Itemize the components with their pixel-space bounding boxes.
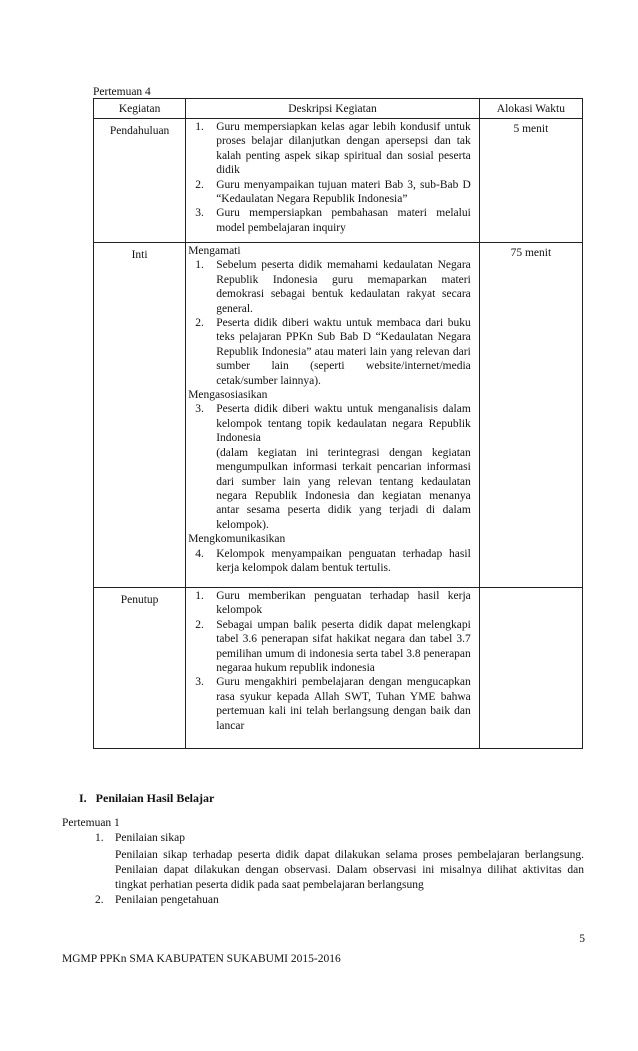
activity-list [186, 589, 471, 733]
list-item-number: 3. [195, 676, 204, 689]
section-heading [79, 791, 214, 806]
table-row [94, 119, 583, 243]
phase-cell: Penutup [94, 588, 186, 749]
list-item-text: Peserta didik diberi waktu untuk menganalisis dalam kelompok tentang topik kedaulatan negara Republik Indonesia [216, 403, 471, 445]
list-item-text: Sebagai umpan balik peserta didik dapat melengkapi tabel 3.6 penerapan sifat hakikat negara dan tabel 3.7 pemilihan umum di indonesia serta tabel 3.8 penerapan negaraa hukum republik indonesia [216, 618, 471, 675]
header-kegiatan: Kegiatan [94, 99, 186, 119]
activity-list [186, 547, 471, 576]
meeting-title: Pertemuan 4 [93, 86, 151, 98]
list-item [186, 258, 471, 316]
list-item [186, 675, 471, 733]
list-item-text: Sebelum peserta didik memahami kedaulatan Negara Republik Indonesia guru memaparkan materi demokrasi sebagai bentuk kedaulatan rakyat secara general. [216, 259, 471, 315]
list-item [186, 547, 471, 576]
list-item-text: Guru mempersiapkan kelas agar lebih kondusif untuk proses belajar dilanjutkan dengan apersepsi dan tak kalah penting aspek sikap spiritual dan sosial peserta didik [216, 121, 471, 177]
list-item-number: 2. [195, 317, 204, 330]
time-allocation-cell: 5 menit [479, 119, 582, 243]
activity-stage-title: Mengkomunikasikan [188, 533, 286, 546]
activity-list [186, 120, 471, 235]
phase-cell: Inti [94, 243, 186, 588]
list-item [186, 178, 471, 207]
time-allocation-cell [479, 588, 582, 749]
assessment-item-1-text: Penilaian sikap terhadap peserta didik dapat dilakukan selama proses pembelajaran berlangsung. Penilaian dapat dilakukan dengan observasi. Dalam observasi ini misalnya dilihat aktivitas dan tingkat perhatian peserta didik pada saat pembelajaran berlangsung [115, 849, 584, 891]
list-item [186, 206, 471, 235]
description-cell [186, 243, 480, 588]
phase-cell: Pendahuluan [94, 119, 186, 243]
list-item-number: 3. [195, 403, 204, 416]
list-item-text: Guru mengakhiri pembelajaran dengan mengucapkan rasa syukur kepada Allah SWT, Tuhan YME bahwa pertemuan kali ini telah berlangsung dengan baik dan lancar [216, 676, 471, 732]
list-item [186, 589, 471, 618]
list-item [186, 402, 471, 532]
list-item-number: 4. [195, 547, 204, 560]
list-item-note: (dalam kegiatan ini terintegrasi dengan kegiatan mengumpulkan informasi terkait pencarian informasi dari sumber lain yang relevan tentang kedaulatan negara Republik Indonesia dan kegiatan menanya antar sesama peserta didik yang terjadi di dalam kelompok). [216, 446, 471, 531]
list-item-text: Peserta didik diberi waktu untuk membaca dari buku teks pelajaran PPKn Sub Bab D “Kedaulatan Negara Republik Indonesia” atau materi lain yang relevan dari sumber lain (seperti website/internet/media cetak/sumber lainnya). [216, 317, 471, 387]
list-item-number: 2. [195, 178, 204, 191]
list-item-number: 1. [195, 590, 204, 602]
activity-list [186, 258, 471, 388]
list-item-text: Guru mempersiapkan pembahasan materi melalui model pembelajaran inquiry [216, 207, 471, 234]
table-header-row [94, 99, 583, 119]
list-item [186, 120, 471, 178]
list-item-number: 1. [195, 121, 204, 133]
table-row [94, 243, 583, 588]
list-item-number: 1. [195, 259, 204, 272]
assessment-item-2-number: 2. [95, 894, 104, 906]
time-allocation-cell: 75 menit [479, 243, 582, 588]
description-cell [186, 588, 480, 749]
assessment-item-2-label: Penilaian pengetahuan [115, 894, 219, 906]
lesson-activity-table [93, 98, 583, 749]
list-item-number: 3. [195, 207, 204, 220]
assessment-item-1-number: 1. [95, 832, 104, 844]
table-body [94, 119, 583, 749]
list-item-number: 2. [195, 618, 204, 631]
section-title: Penilaian Hasil Belajar [95, 791, 215, 805]
list-item-text: Kelompok menyampaikan penguatan terhadap hasil kerja kelompok dalam bentuk tertulis. [216, 547, 471, 574]
description-cell [186, 119, 480, 243]
list-item [186, 316, 471, 388]
activity-stage-title: Mengamati [188, 245, 241, 257]
table-row [94, 588, 583, 749]
list-item-text: Guru memberikan penguatan terhadap hasil kerja kelompok [216, 590, 471, 617]
assessment-item-1-label: Penilaian sikap [115, 832, 185, 844]
activity-list [186, 402, 471, 532]
list-item [186, 618, 471, 676]
header-alokasi: Alokasi Waktu [479, 99, 582, 119]
footer-text: MGMP PPKn SMA KABUPATEN SUKABUMI 2015-2016 [62, 953, 341, 965]
list-item-text: Guru menyampaikan tujuan materi Bab 3, sub-Bab D “Kedaulatan Negara Republik Indonesia” [216, 178, 471, 206]
assessment-meeting: Pertemuan 1 [62, 817, 120, 829]
page-number: 5 [579, 933, 585, 945]
header-deskripsi: Deskripsi Kegiatan [186, 99, 480, 119]
section-numeral: I. [79, 791, 87, 805]
activity-stage-title: Mengasosiasikan [188, 389, 268, 402]
